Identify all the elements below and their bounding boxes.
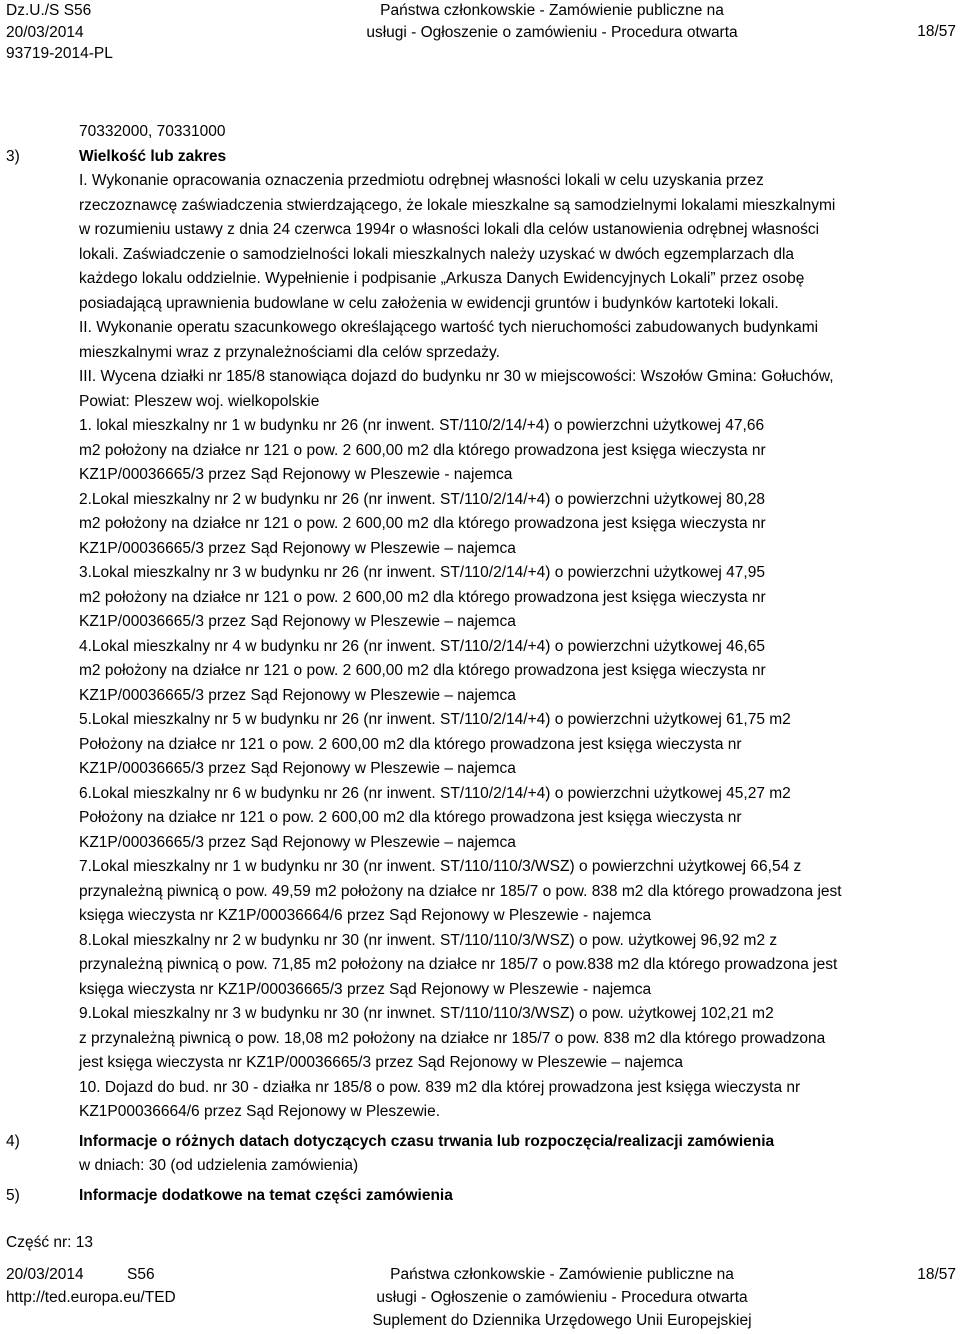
- cpv-codes: 70332000, 70331000: [79, 123, 226, 140]
- text-line: księga wieczysta nr KZ1P/00036665/3 przez Sąd Rejonowy w Pleszewie - najemca: [79, 980, 652, 998]
- text-line: 6.Lokal mieszkalny nr 6 w budynku nr 26 (nr inwent. ST/110/2/14/+4) o powierzchni użytkowej 45,27 m2: [79, 784, 791, 802]
- section-3-content: [0, 169, 960, 1125]
- section-3-heading: [0, 145, 960, 170]
- text-line: jest księga wieczysta nr KZ1P/00036665/3 przez Sąd Rejonowy w Pleszewie – najemca: [79, 1054, 683, 1071]
- text-line: m2 położony na działce nr 121 o pow. 2 600,00 m2 dla którego prowadzona jest księga wieczysta nr: [79, 662, 766, 679]
- text-line: Położony na działce nr 121 o pow. 2 600,00 m2 dla którego prowadzona jest księga wieczysta nr: [79, 735, 742, 753]
- text-line: KZ1P/00036665/3 przez Sąd Rejonowy w Pleszewie – najemca: [79, 760, 516, 777]
- text-line: Położony na działce nr 121 o pow. 2 600,00 m2 dla którego prowadzona jest księga wieczysta nr: [79, 809, 742, 826]
- text-line: II. Wykonanie operatu szacunkowego określającego wartość tych nieruchomości zabudowanych budynkami: [79, 319, 819, 336]
- text-line: 2.Lokal mieszkalny nr 2 w budynku nr 26 (nr inwent. ST/110/2/14/+4) o powierzchni użytkowej 80,28: [79, 490, 765, 508]
- text-line: 3.Lokal mieszkalny nr 3 w budynku nr 26 (nr inwent. ST/110/2/14/+4) o powierzchni użytkowej 47,95: [79, 564, 765, 581]
- text-line: z przynależną piwnicą o pow. 18,08 m2 położony na działce nr 185/7 o pow. 838 m2 dla którego prowadzona: [79, 1029, 826, 1047]
- text-line: m2 położony na działce nr 121 o pow. 2 600,00 m2 dla którego prowadzona jest księga wieczysta nr: [79, 441, 766, 459]
- footer-series: S56: [127, 1266, 155, 1283]
- text-line: KZ1P/00036665/3 przez Sąd Rejonowy w Pleszewie – najemca: [79, 613, 516, 630]
- part-label: Część nr: 13: [6, 1234, 94, 1251]
- text-line: posiadającą uprawnienia budowlane w celu założenia w ewidencji gruntów i budynków kartoteki lokali.: [79, 294, 779, 312]
- text-line: KZ1P00036664/6 przez Sąd Rejonowy w Pleszewie.: [79, 1103, 441, 1120]
- text-line: każdego lokalu oddzielnie. Wypełnienie i podpisanie „Arkusza Danych Ewidencyjnych Lokali” przez osobę: [79, 270, 805, 287]
- section-title: Informacje dodatkowe na temat części zamówienia: [79, 1186, 453, 1204]
- text-line: w rozumieniu ustawy z dnia 24 czerwca 1994r o własności lokali dla celów ustanowienia odrębnej własności: [79, 221, 820, 238]
- text-line: rzeczoznawcę zaświadczenia stwierdzającego, że lokale mieszkalne są samodzielnymi lokalami mieszkalnymi: [79, 196, 836, 214]
- section-number: 4): [6, 1132, 20, 1150]
- text-line: KZ1P/00036665/3 przez Sąd Rejonowy w Pleszewie - najemca: [79, 466, 513, 483]
- section-title: Wielkość lub zakres: [79, 147, 227, 165]
- footer-date: 20/03/2014: [6, 1266, 84, 1283]
- header-left: [6, 0, 216, 65]
- section-number: 5): [6, 1186, 20, 1204]
- page-footer: [6, 1263, 956, 1334]
- text-line: 4.Lokal mieszkalny nr 4 w budynku nr 26 (nr inwent. ST/110/2/14/+4) o powierzchni użytkowej 46,65: [79, 637, 765, 655]
- page-header: [6, 0, 956, 66]
- section-title: Informacje o różnych datach dotyczących czasu trwania lub rozpoczęcia/realizacji zamówienia: [79, 1132, 775, 1150]
- footer-center: [292, 1263, 832, 1332]
- footer-title-line-2: usługi - Ogłoszenie o zamówieniu - Procedura otwarta: [376, 1289, 748, 1306]
- text-line: 8.Lokal mieszkalny nr 2 w budynku nr 30 (nr inwent. ST/110/110/3/WSZ) o pow. użytkowej 96,92 m2 z: [79, 931, 778, 949]
- text-line: lokali. Zaświadczenie o samodzielności lokali mieszkalnych należy uzyskać w dwóch egzemplarzach dla: [79, 245, 795, 263]
- text-line: przynależną piwnicą o pow. 49,59 m2 położony na działce nr 185/7 o pow. 838 m2 dla którego prowadzona jest: [79, 882, 842, 900]
- footer-page-number: 18/57: [917, 1266, 956, 1283]
- section-4-heading: [0, 1130, 960, 1155]
- text-line: KZ1P/00036665/3 przez Sąd Rejonowy w Pleszewie – najemca: [79, 833, 516, 851]
- text-line: m2 położony na działce nr 121 o pow. 2 600,00 m2 dla którego prowadzona jest księga wieczysta nr: [79, 588, 766, 606]
- text-line: 1. lokal mieszkalny nr 1 w budynku nr 26 (nr inwent. ST/110/2/14/+4) o powierzchni użytkowej 47,66: [79, 417, 765, 434]
- text-line: 7.Lokal mieszkalny nr 1 w budynku nr 30 (nr inwent. ST/110/110/3/WSZ) o powierzchni użytkowej 66,54 z: [79, 858, 802, 875]
- footer-url: http://ted.europa.eu/TED: [6, 1289, 176, 1306]
- section-number: 3): [6, 147, 20, 165]
- header-page-number: 18/57: [917, 23, 956, 40]
- document-body: [0, 120, 960, 1208]
- text-line: 9.Lokal mieszkalny nr 3 w budynku nr 30 (nr inwnet. ST/110/110/3/WSZ) o pow. użytkowej 102,21 m2: [79, 1005, 774, 1022]
- text-line: I. Wykonanie opracowania oznaczenia przedmiotu odrębnej własności lokali w celu uzyskania przez: [79, 172, 764, 189]
- header-center: [322, 0, 782, 43]
- footer-title-line-3: Suplement do Dziennika Urzędowego Unii Europejskiej: [372, 1312, 752, 1329]
- section-5-heading: [0, 1184, 960, 1209]
- text-line: III. Wycena działki nr 185/8 stanowiąca dojazd do budynku nr 30 w miejscowości: Wszołów Gmina: Gołuchów,: [79, 368, 834, 385]
- journal-reference: Dz.U./S S56: [6, 2, 92, 19]
- duration-text: w dniach: 30 (od udzielenia zamówienia): [79, 1157, 359, 1174]
- text-line: mieszkalnymi wraz z przynależnościami dla celów sprzedaży.: [79, 343, 500, 361]
- text-line: przynależną piwnicą o pow. 71,85 m2 położony na działce nr 185/7 o pow.838 m2 dla którego prowadzona jest: [79, 956, 838, 973]
- header-title-line-2: usługi - Ogłoszenie o zamówieniu - Procedura otwarta: [366, 23, 738, 41]
- header-date: 20/03/2014: [6, 23, 84, 41]
- text-line: 10. Dojazd do bud. nr 30 - działka nr 185/8 o pow. 839 m2 dla której prowadzona jest księga wieczysta nr: [79, 1078, 801, 1096]
- text-line: 5.Lokal mieszkalny nr 5 w budynku nr 26 (nr inwent. ST/110/2/14/+4) o powierzchni użytkowej 61,75 m2: [79, 711, 791, 728]
- text-line: m2 położony na działce nr 121 o pow. 2 600,00 m2 dla którego prowadzona jest księga wieczysta nr: [79, 515, 766, 532]
- text-line: Powiat: Pleszew woj. wielkopolskie: [79, 392, 320, 410]
- footer-title-line-1: Państwa członkowskie - Zamówienie publiczne na: [390, 1266, 734, 1283]
- notice-number: 93719-2014-PL: [6, 45, 113, 62]
- header-title-line-1: Państwa członkowskie - Zamówienie publiczne na: [380, 2, 724, 19]
- text-line: księga wieczysta nr KZ1P/00036664/6 przez Sąd Rejonowy w Pleszewie - najemca: [79, 907, 652, 924]
- text-line: KZ1P/00036665/3 przez Sąd Rejonowy w Pleszewie – najemca: [79, 686, 516, 704]
- text-line: KZ1P/00036665/3 przez Sąd Rejonowy w Pleszewie – najemca: [79, 539, 516, 557]
